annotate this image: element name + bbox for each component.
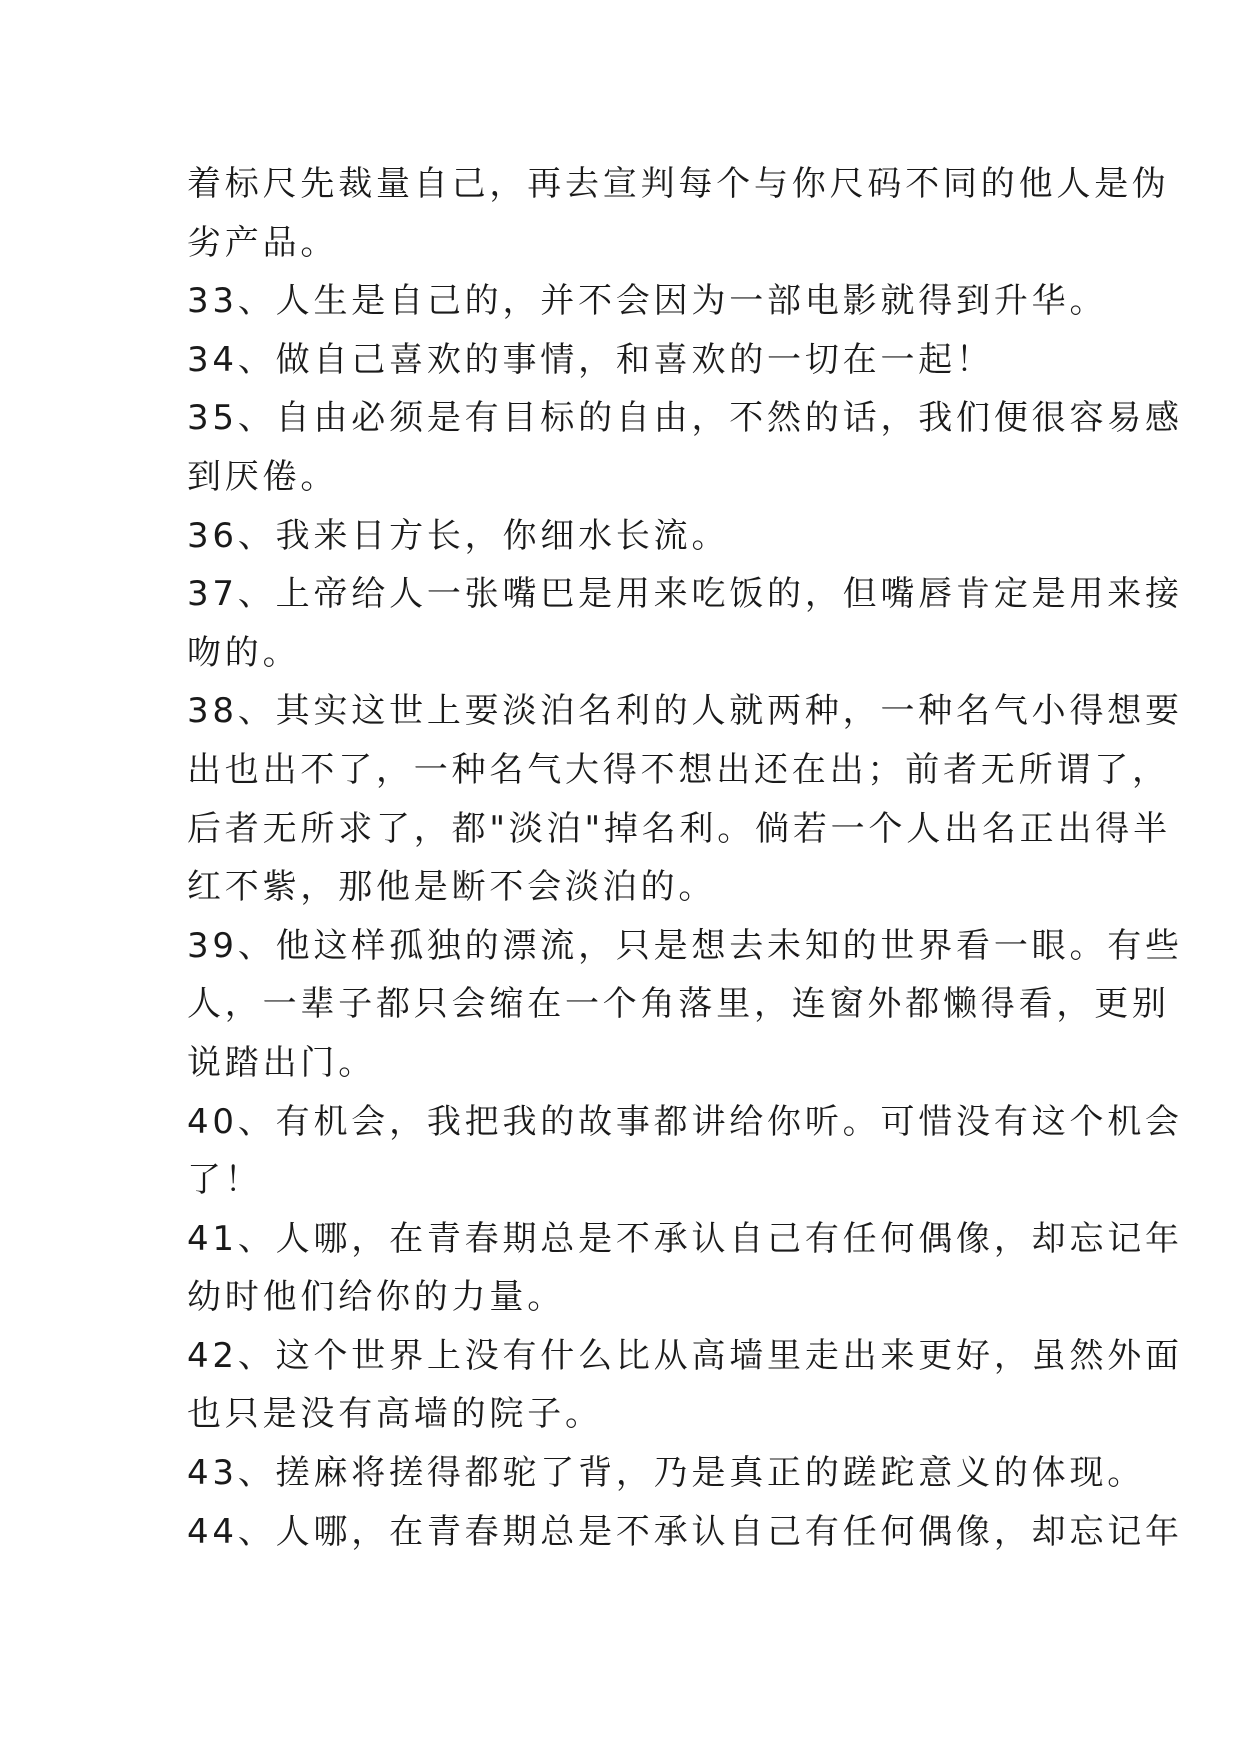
text-line: 37、上帝给人一张嘴巴是用来吃饭的，但嘴唇肯定是用来接 <box>187 574 1183 615</box>
text-line: 到厌倦。 <box>187 456 339 497</box>
text-line: 也只是没有高墙的院子。 <box>187 1394 603 1435</box>
text-line: 34、做自己喜欢的事情，和喜欢的一切在一起！ <box>187 339 994 380</box>
text-line: 着标尺先裁量自己，再去宣判每个与你尺码不同的他人是伪 <box>187 164 1170 204</box>
text-line: 劣产品。 <box>187 222 339 263</box>
text-line: 了！ <box>187 1160 263 1201</box>
document-body <box>187 155 1183 1561</box>
text-line: 35、自由必须是有目标的自由，不然的话，我们便很容易感 <box>187 398 1183 439</box>
text-line: 红不紫，那他是断不会淡泊的。 <box>187 867 717 908</box>
text-line: 40、有机会，我把我的故事都讲给你听。可惜没有这个机会 <box>187 1101 1183 1142</box>
text-line: 38、其实这世上要淡泊名利的人就两种，一种名气小得想要 <box>187 691 1183 732</box>
text-line: 幼时他们给你的力量。 <box>187 1277 565 1318</box>
text-line: 吻的。 <box>187 632 301 673</box>
text-line: 后者无所求了，都"淡泊"掉名利。倘若一个人出名正出得半 <box>187 808 1171 849</box>
text-line: 42、这个世界上没有什么比从高墙里走出来更好，虽然外面 <box>187 1335 1183 1376</box>
text-line: 39、他这样孤独的漂流，只是想去未知的世界看一眼。有些 <box>187 925 1183 966</box>
text-line: 36、我来日方长，你细水长流。 <box>187 515 730 556</box>
text-line: 说踏出门。 <box>187 1042 376 1083</box>
text-line: 43、搓麻将搓得都驼了背，乃是真正的蹉跎意义的体现。 <box>187 1453 1146 1494</box>
text-line: 人，一辈子都只会缩在一个角落里，连窗外都懒得看，更别 <box>187 984 1170 1025</box>
text-line: 出也出不了，一种名气大得不想出还在出；前者无所谓了， <box>187 749 1170 790</box>
text-line: 41、人哪，在青春期总是不承认自己有任何偶像，却忘记年 <box>187 1218 1183 1259</box>
text-line: 44、人哪，在青春期总是不承认自己有任何偶像，却忘记年 <box>187 1511 1183 1552</box>
text-line: 33、人生是自己的，并不会因为一部电影就得到升华。 <box>187 281 1108 322</box>
